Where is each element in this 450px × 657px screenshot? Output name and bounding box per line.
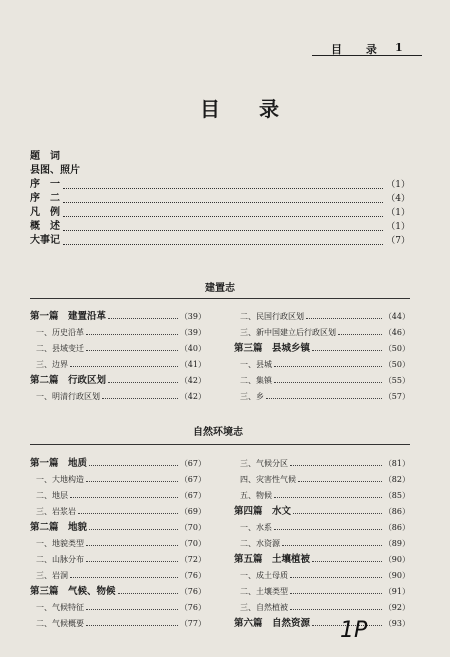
toc-page-number: （89） [383, 539, 410, 548]
leader-dots [86, 481, 178, 482]
toc-label: 四、灾害性气候 [240, 475, 296, 484]
toc-label: 一、明清行政区划 [36, 392, 100, 401]
toc-chapter [234, 613, 410, 629]
toc-subentry [234, 354, 410, 370]
toc-label: 三、自然植被 [240, 603, 288, 612]
toc-subentry [234, 469, 410, 485]
toc-label: 二、气候概要 [36, 619, 84, 628]
toc-subentry [30, 469, 206, 485]
toc-subentry [234, 517, 410, 533]
leader-dots [63, 188, 383, 189]
toc-page-number: （4） [386, 194, 410, 204]
toc-page-number: （76） [179, 571, 206, 580]
toc-subentry [234, 581, 410, 597]
leader-dots [70, 497, 178, 498]
toc-label: 三、边界 [36, 360, 68, 369]
toc-subentry [30, 565, 206, 581]
toc-page-number: （41） [179, 360, 206, 369]
toc-subentry [234, 453, 410, 469]
toc-page-number: （67） [179, 475, 206, 484]
toc-chapter [30, 370, 206, 386]
leader-dots [290, 577, 382, 578]
leader-dots [70, 366, 178, 367]
toc-chapter [30, 517, 206, 533]
toc-chapter [234, 501, 410, 517]
toc-page-number: （92） [383, 603, 410, 612]
toc-label: 概 述 [30, 221, 60, 232]
toc-subentry [30, 386, 206, 402]
toc-page-number: （70） [179, 539, 206, 548]
leader-dots [89, 465, 178, 466]
toc-row [30, 206, 410, 220]
toc-label: 五、物候 [240, 491, 272, 500]
toc-label: 题 词 [30, 151, 60, 162]
toc-subentry [234, 485, 410, 501]
section-ziran-right-column [234, 453, 410, 629]
leader-dots [86, 334, 178, 335]
toc-page-number: （67） [179, 491, 206, 500]
toc-page-number: （42） [179, 392, 206, 401]
toc-label: 三、岩洞 [36, 571, 68, 580]
toc-row [30, 220, 410, 234]
leader-dots [290, 465, 382, 466]
leader-dots [290, 593, 382, 594]
toc-label: 第一篇 地质 [30, 458, 88, 469]
section-rule-jianzhi [30, 298, 410, 299]
page-number: 1 [395, 41, 403, 54]
toc-page-number: （85） [383, 491, 410, 500]
header-rule [312, 55, 422, 56]
handwritten-note: 1P [340, 618, 368, 643]
section-title-jianzhi: 建置志 [205, 283, 235, 294]
front-matter-list [30, 150, 410, 248]
toc-label: 二、民国行政区划 [240, 312, 304, 321]
toc-subentry [30, 597, 206, 613]
toc-label: 第六篇 自然资源 [234, 618, 311, 629]
page-title: 目 录 [200, 97, 295, 121]
toc-page-number: （55） [383, 376, 410, 385]
toc-label: 第二篇 行政区划 [30, 375, 107, 386]
toc-label: 一、成土母质 [240, 571, 288, 580]
toc-row [30, 164, 410, 178]
toc-label: 三、气候分区 [240, 459, 288, 468]
toc-label: 三、岩浆岩 [36, 507, 76, 516]
leader-dots [70, 577, 178, 578]
toc-page-number: （50） [383, 344, 410, 353]
toc-chapter [30, 581, 206, 597]
toc-page-number: （1） [386, 222, 410, 232]
toc-page-number: （91） [383, 587, 410, 596]
toc-label: 第五篇 土壤植被 [234, 554, 311, 565]
leader-dots [298, 481, 382, 482]
toc-subentry [234, 370, 410, 386]
toc-label: 一、气候特征 [36, 603, 84, 612]
toc-label: 第三篇 气候、物候 [30, 586, 116, 597]
leader-dots [293, 513, 382, 514]
toc-page-number: （50） [383, 360, 410, 369]
toc-row [30, 192, 410, 206]
leader-dots [86, 609, 178, 610]
toc-label: 第三篇 县城乡镇 [234, 343, 311, 354]
leader-dots [274, 382, 382, 383]
section-rule-ziran [30, 444, 410, 445]
toc-page-number: （44） [383, 312, 410, 321]
toc-label: 二、集镇 [240, 376, 272, 385]
toc-label: 序 一 [30, 179, 60, 190]
section-jianzhi-right-column [234, 306, 410, 402]
toc-page-number: （39） [179, 312, 206, 321]
leader-dots [108, 318, 178, 319]
leader-dots [63, 244, 383, 245]
toc-label: 一、水系 [240, 523, 272, 532]
leader-dots [86, 350, 178, 351]
toc-chapter [30, 306, 206, 322]
section-jianzhi-left-column [30, 306, 206, 402]
toc-chapter [234, 549, 410, 565]
toc-page-number: （90） [383, 571, 410, 580]
toc-page-number: （46） [383, 328, 410, 337]
toc-subentry [30, 613, 206, 629]
toc-label: 序 二 [30, 193, 60, 204]
toc-chapter [30, 453, 206, 469]
toc-page-number: （39） [179, 328, 206, 337]
leader-dots [86, 561, 178, 562]
toc-subentry [30, 338, 206, 354]
leader-dots [108, 382, 178, 383]
leader-dots [290, 609, 382, 610]
toc-page-number: （72） [179, 555, 206, 564]
toc-subentry [30, 549, 206, 565]
toc-subentry [234, 322, 410, 338]
leader-dots [338, 334, 382, 335]
toc-label: 凡 例 [30, 207, 60, 218]
toc-label: 二、县域变迁 [36, 344, 84, 353]
toc-page-number: （86） [383, 507, 410, 516]
toc-label: 一、县城 [240, 360, 272, 369]
leader-dots [282, 545, 382, 546]
toc-label: 三、乡 [240, 392, 264, 401]
toc-subentry [30, 485, 206, 501]
toc-subentry [30, 354, 206, 370]
leader-dots [63, 202, 383, 203]
toc-row [30, 150, 410, 164]
toc-page-number: （90） [383, 555, 410, 564]
toc-row [30, 178, 410, 192]
toc-label: 二、土壤类型 [240, 587, 288, 596]
toc-page-number: （40） [179, 344, 206, 353]
leader-dots [89, 529, 178, 530]
leader-dots [274, 529, 382, 530]
leader-dots [312, 561, 382, 562]
toc-label: 大事记 [30, 235, 60, 246]
leader-dots [102, 398, 178, 399]
toc-page-number: （67） [179, 459, 206, 468]
toc-page-number: （1） [386, 208, 410, 218]
running-title: 目 录 [331, 43, 387, 56]
toc-subentry [30, 533, 206, 549]
toc-subentry [234, 565, 410, 581]
toc-page-number: （70） [179, 523, 206, 532]
leader-dots [274, 366, 382, 367]
toc-page-number: （42） [179, 376, 206, 385]
toc-subentry [234, 386, 410, 402]
toc-label: 一、大地构造 [36, 475, 84, 484]
leader-dots [274, 497, 382, 498]
leader-dots [118, 593, 178, 594]
toc-label: 三、新中国建立后行政区划 [240, 328, 336, 337]
toc-page-number: （76） [179, 603, 206, 612]
toc-page-number: （77） [179, 619, 206, 628]
leader-dots [86, 545, 178, 546]
section-title-ziran: 自然环境志 [193, 427, 243, 438]
toc-page-number: （81） [383, 459, 410, 468]
toc-label: 一、历史沿革 [36, 328, 84, 337]
toc-label: 二、地层 [36, 491, 68, 500]
toc-page-number: （69） [179, 507, 206, 516]
leader-dots [86, 625, 178, 626]
toc-label: 第四篇 水文 [234, 506, 292, 517]
toc-page-number: （7） [386, 236, 410, 246]
toc-subentry [30, 501, 206, 517]
toc-row [30, 234, 410, 248]
toc-page-number: （57） [383, 392, 410, 401]
toc-subentry [30, 322, 206, 338]
leader-dots [306, 318, 382, 319]
toc-chapter [234, 338, 410, 354]
toc-label: 第二篇 地貌 [30, 522, 88, 533]
toc-page-number: （1） [386, 180, 410, 190]
section-ziran-left-column [30, 453, 206, 629]
leader-dots [78, 513, 178, 514]
toc-subentry [234, 306, 410, 322]
toc-page-number: （86） [383, 523, 410, 532]
toc-label: 二、水资源 [240, 539, 280, 548]
toc-subentry [234, 533, 410, 549]
leader-dots [63, 230, 383, 231]
toc-label: 第一篇 建置沿革 [30, 311, 107, 322]
toc-page-number: （76） [179, 587, 206, 596]
leader-dots [312, 350, 382, 351]
toc-subentry [234, 597, 410, 613]
leader-dots [266, 398, 382, 399]
toc-label: 一、地貌类型 [36, 539, 84, 548]
toc-label: 二、山脉分布 [36, 555, 84, 564]
toc-page-number: （93） [383, 619, 410, 628]
leader-dots [63, 216, 383, 217]
toc-page-number: （82） [383, 475, 410, 484]
toc-label: 县图、照片 [30, 165, 80, 176]
